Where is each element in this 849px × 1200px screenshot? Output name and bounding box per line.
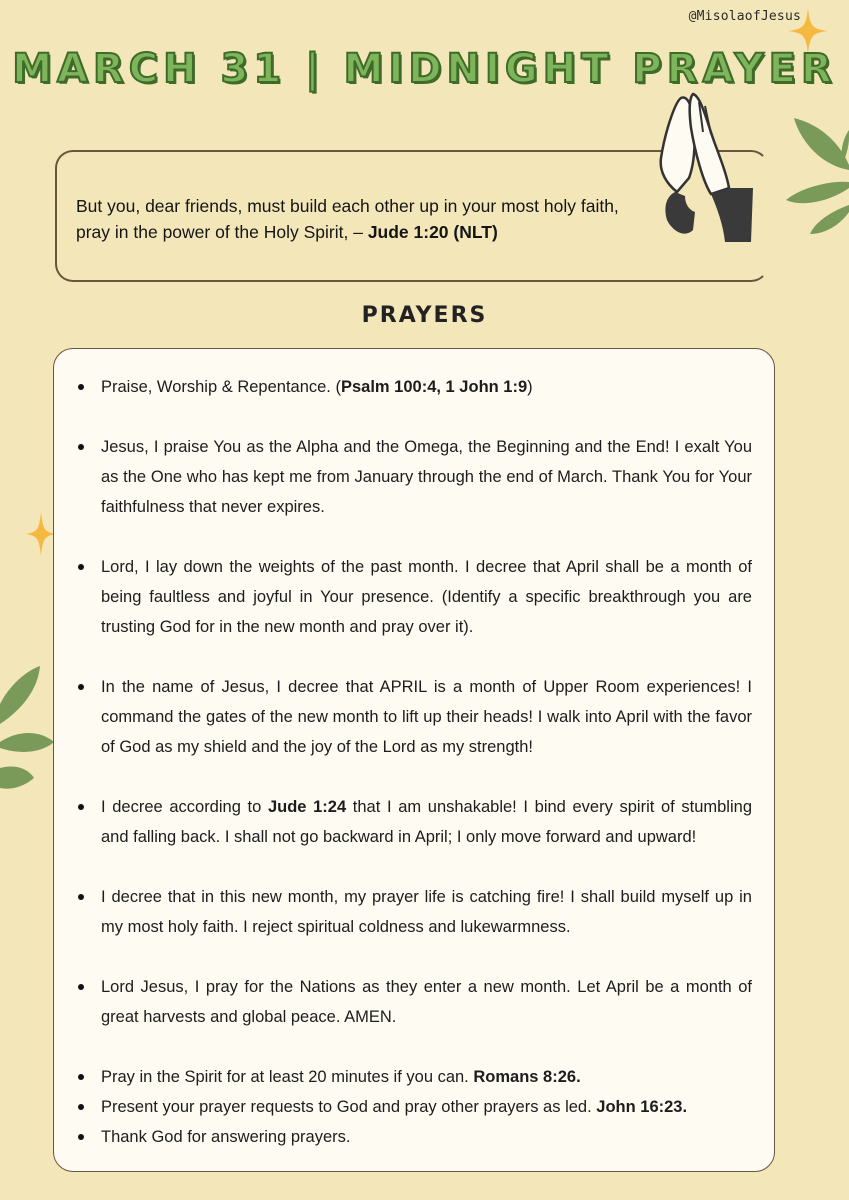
prayer-item (78, 1122, 752, 1152)
prayer-text: In the name of Jesus, I decree that APRIL is a month of Upper Room experiences! I command the gates of the new month to lift up their heads! I walk into April with the favor of God as my shield and the joy of the Lord as my strength! (101, 678, 752, 756)
prayer-text: Lord, I lay down the weights of the past month. I decree that April shall be a month of being faultless and joyful in Your presence. (Identify a specific breakthrough you are trusting God for in the new month and pray over it). (101, 558, 752, 636)
prayer-item (78, 432, 752, 522)
verse (76, 193, 646, 245)
prayer-text-after: ) (527, 378, 533, 396)
prayer-text: Lord Jesus, I pray for the Nations as they enter a new month. Let April be a month of great harvests and global peace. AMEN. (101, 978, 752, 1026)
prayer-item (78, 552, 752, 642)
prayer-item (78, 1062, 752, 1092)
prayer-item (78, 792, 752, 852)
prayer-item (78, 972, 752, 1032)
prayer-text: Pray in the Spirit for at least 20 minutes if you can. (101, 1068, 474, 1086)
page-title: MARCH 31 | MIDNIGHT PRAYER (12, 46, 837, 92)
prayer-item (78, 1092, 752, 1122)
prayer-list (78, 372, 752, 1152)
prayer-item (78, 372, 752, 402)
prayer-text: Present your prayer requests to God and pray other prayers as led. (101, 1098, 597, 1116)
verse-text: But you, dear friends, must build each other up in your most holy faith, pray in the power of the Holy Spirit, – (76, 196, 619, 242)
prayer-text: I decree according to (101, 798, 268, 816)
prayer-text: Jesus, I praise You as the Alpha and the Omega, the Beginning and the End! I exalt You as the One who has kept me from January through the end of March. Thank You for Your faithfulness that never expires. (101, 438, 752, 516)
verse-reference: Jude 1:20 (NLT) (367, 222, 498, 242)
prayer-text-after: that I am unshakable! I bind every spirit of stumbling and falling back. I shall not go backward in April; I only move forward and upward! (101, 798, 752, 846)
prayer-reference: Romans 8:26. (473, 1068, 581, 1086)
sparkle-icon (26, 512, 56, 556)
prayer-item (78, 672, 752, 762)
leaf-icon (780, 110, 849, 235)
leaf-icon (0, 664, 56, 794)
prayer-reference: Psalm 100:4, 1 John 1:9 (340, 378, 528, 396)
section-title: PRAYERS (361, 303, 488, 328)
praying-hands-icon (655, 92, 757, 242)
prayer-reference: Jude 1:24 (267, 798, 347, 816)
prayer-text: Praise, Worship & Repentance. ( (101, 378, 341, 396)
prayer-text: I decree that in this new month, my prayer life is catching fire! I shall build myself up in my most holy faith. I reject spiritual coldness and lukewarmness. (101, 888, 752, 936)
prayer-text: Thank God for answering prayers. (101, 1128, 351, 1146)
prayer-reference: John 16:23. (596, 1098, 688, 1116)
prayer-item (78, 882, 752, 942)
author-handle: @MisolaofJesus (688, 9, 801, 24)
